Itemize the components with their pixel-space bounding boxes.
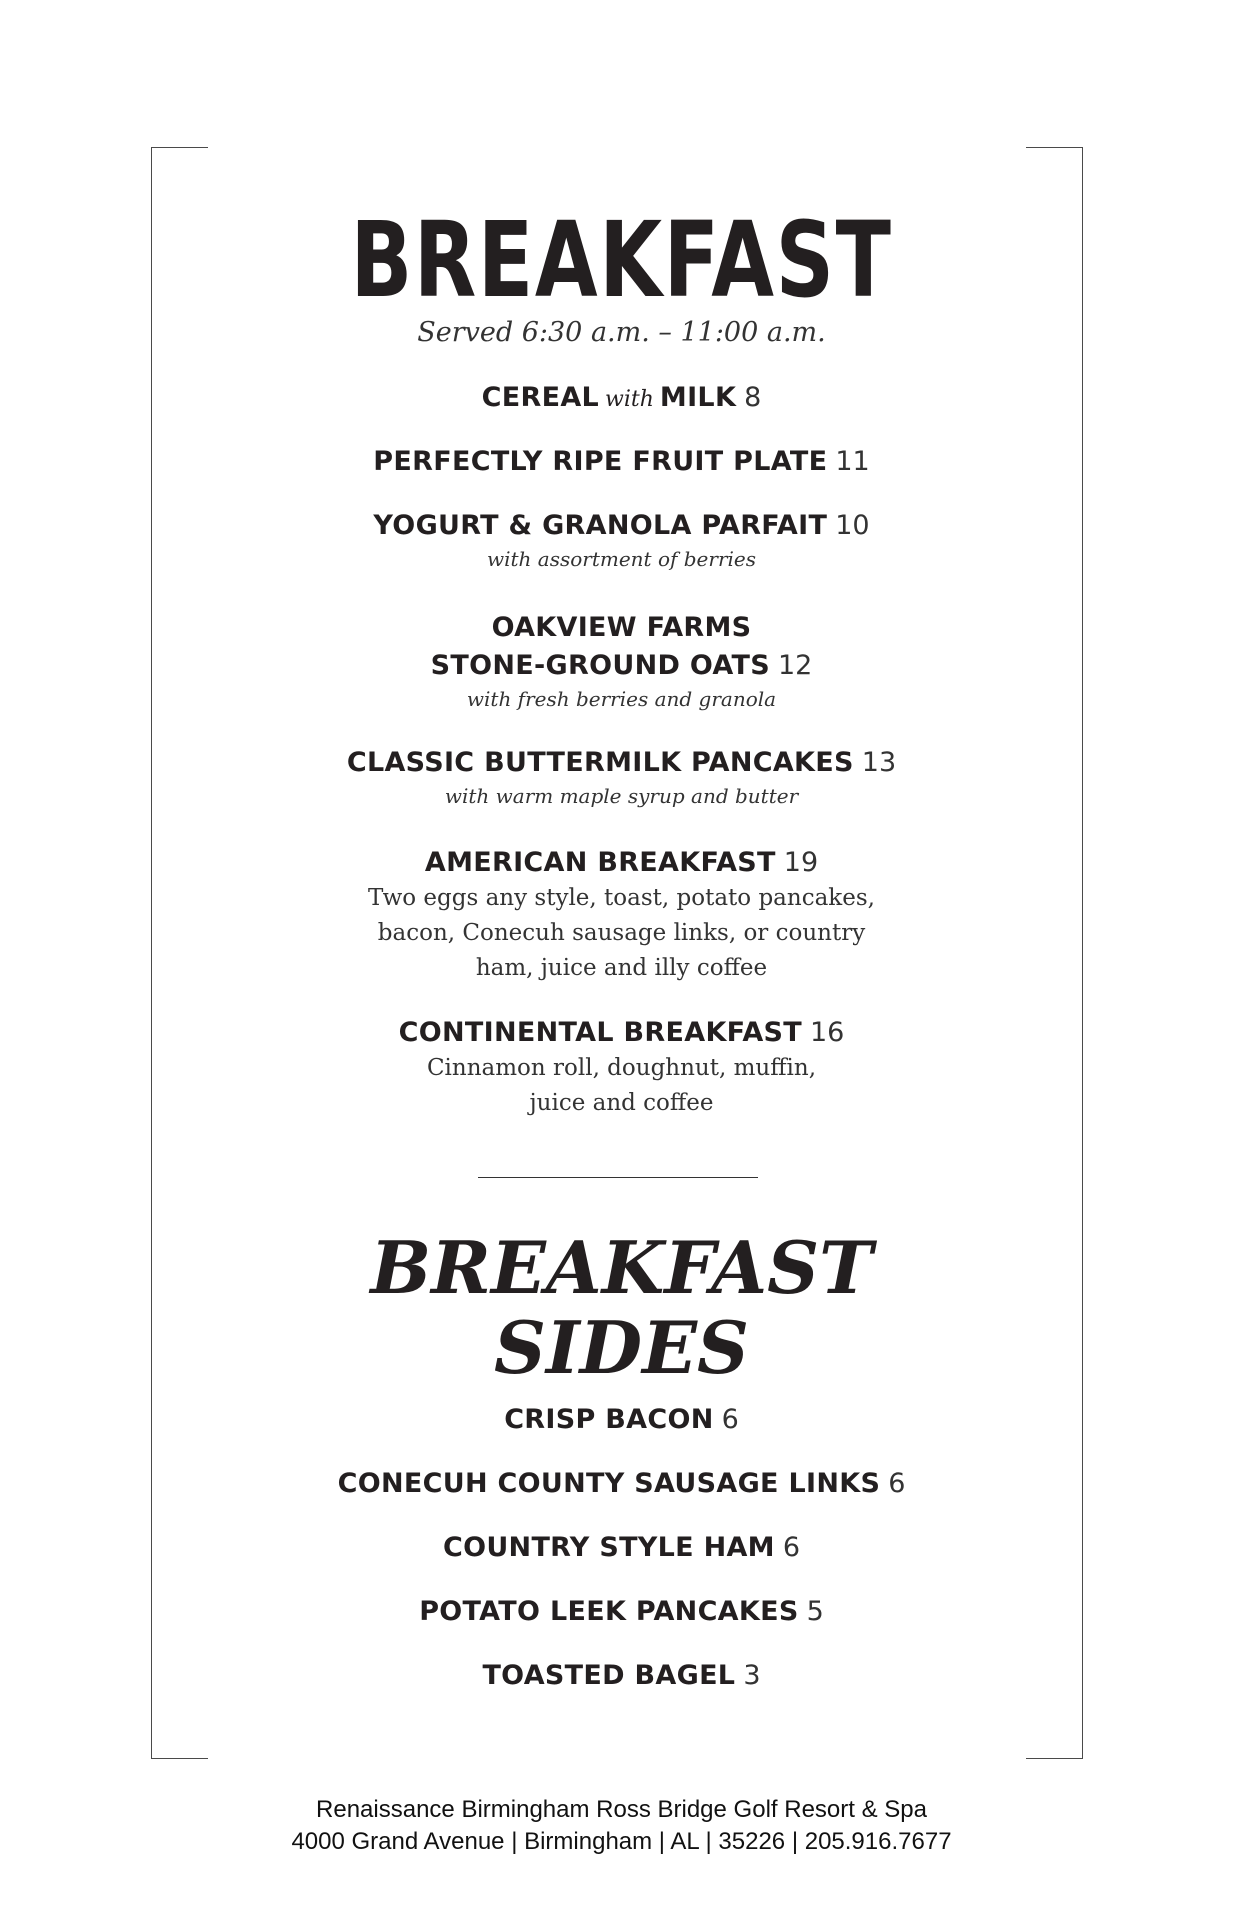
footer — [0, 1794, 1243, 1858]
sides-title-line2: SIDES — [494, 1305, 749, 1390]
item-price: 8 — [744, 382, 762, 413]
section-divider — [478, 1177, 758, 1178]
footer-resort-name: Renaissance Birmingham Ross Bridge Golf Resort & Spa — [316, 1796, 927, 1823]
served-hours: Served 6:30 a.m. – 11:00 a.m. — [417, 317, 826, 348]
item-name: CEREAL — [481, 382, 600, 413]
item-name: POTATO LEEK PANCAKES — [419, 1596, 799, 1627]
item-name-line2: STONE-GROUND OATS — [430, 650, 770, 681]
page-title: BREAKFAST — [350, 199, 893, 321]
item-name: YOGURT & GRANOLA PARFAIT — [373, 510, 828, 541]
sides-title-line1: BREAKFAST — [370, 1225, 873, 1310]
item-name: CLASSIC BUTTERMILK PANCAKES — [346, 747, 854, 778]
item-price: 13 — [861, 747, 897, 778]
item-desc-line: bacon, Conecuh sausage links, or country — [377, 920, 866, 946]
item-desc-line: ham, juice and illy coffee — [475, 955, 768, 981]
item-name: CRISP BACON — [504, 1404, 714, 1435]
item-name: CONTINENTAL BREAKFAST — [398, 1017, 802, 1048]
item-name: PERFECTLY RIPE FRUIT PLATE — [373, 446, 828, 477]
item-name-b: MILK — [659, 382, 737, 413]
side-item-sausage — [0, 1466, 1243, 1502]
item-with-word: with — [605, 387, 654, 412]
item-price: 6 — [782, 1532, 801, 1563]
item-desc-line: Cinnamon roll, doughnut, muffin, — [426, 1055, 817, 1081]
item-price: 16 — [809, 1017, 845, 1048]
menu-item-oats — [0, 610, 1243, 714]
item-note: with warm maple syrup and butter — [444, 784, 799, 808]
side-item-potato-pancakes — [0, 1594, 1243, 1630]
item-desc-line: juice and coffee — [529, 1090, 714, 1116]
item-price: 6 — [888, 1468, 906, 1499]
item-price: 11 — [835, 446, 870, 477]
item-price: 19 — [783, 847, 819, 878]
menu-item-american-breakfast — [0, 845, 1243, 986]
item-price: 3 — [743, 1660, 761, 1691]
menu-item-cereal — [0, 380, 1243, 416]
item-price: 12 — [777, 650, 813, 681]
item-price: 6 — [721, 1404, 739, 1435]
item-name-line1: OAKVIEW FARMS — [491, 612, 752, 643]
item-desc-line: Two eggs any style, toast, potato pancakes, — [368, 885, 875, 911]
item-note: with assortment of berries — [486, 547, 756, 571]
item-price: 10 — [835, 510, 870, 541]
side-item-ham — [0, 1530, 1243, 1566]
item-name: COUNTRY STYLE HAM — [442, 1532, 775, 1563]
item-note: with fresh berries and granola — [466, 687, 777, 711]
menu-item-parfait — [0, 508, 1243, 574]
side-item-bagel — [0, 1658, 1243, 1694]
menu-item-continental-breakfast — [0, 1015, 1243, 1121]
footer-address: 4000 Grand Avenue | Birmingham | AL | 35226 | 205.916.7677 — [291, 1828, 952, 1855]
sides-title — [0, 1225, 1243, 1390]
item-name: TOASTED BAGEL — [482, 1660, 736, 1691]
item-price: 5 — [806, 1596, 824, 1627]
item-name: CONECUH COUNTY SAUSAGE LINKS — [337, 1468, 881, 1499]
menu-item-fruit-plate — [0, 444, 1243, 480]
menu-item-pancakes — [0, 745, 1243, 811]
item-name: AMERICAN BREAKFAST — [424, 847, 776, 878]
side-item-bacon — [0, 1402, 1243, 1438]
